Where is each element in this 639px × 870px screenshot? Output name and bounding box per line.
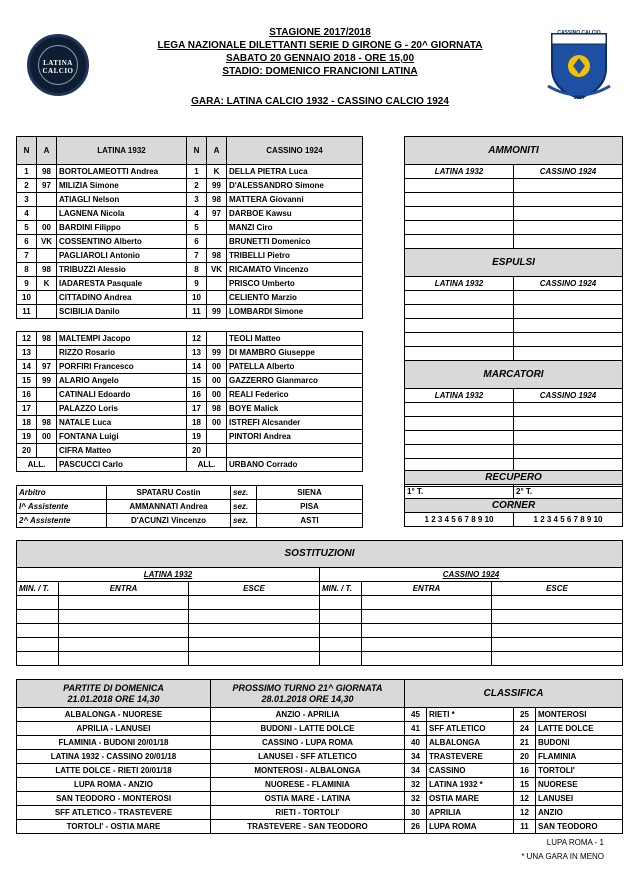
recupero-second-half: 2° T. xyxy=(514,485,623,499)
away-number: 7 xyxy=(187,249,207,263)
home-player: BARDINI Filippo xyxy=(57,221,187,235)
standings-note-game-in-hand: * UNA GARA IN MENO xyxy=(521,852,604,861)
away-number: 19 xyxy=(187,430,207,444)
away-player: LOMBARDI Simone xyxy=(227,305,363,319)
official-role: Arbitro xyxy=(17,486,107,500)
home-birth-year xyxy=(37,249,57,263)
away-birth-year xyxy=(207,235,227,249)
standing-points: 45 xyxy=(405,708,427,722)
next-round-match: CASSINO - LUPA ROMA xyxy=(211,736,405,750)
standing-team: LANUSEI xyxy=(536,792,623,806)
away-player: DI MAMBRO Giuseppe xyxy=(227,346,363,360)
bottom-row xyxy=(17,820,623,834)
player-row xyxy=(17,277,363,291)
away-birth-year: 98 xyxy=(207,402,227,416)
standing-points: 24 xyxy=(514,722,536,736)
standing-team: CASSINO xyxy=(427,764,514,778)
official-role: I^ Assistente xyxy=(17,500,107,514)
player-row xyxy=(17,249,363,263)
home-birth-year: 98 xyxy=(37,165,57,179)
stadium-line: STADIO: DOMENICO FRANCIONI LATINA xyxy=(222,66,418,77)
away-number: 2 xyxy=(187,179,207,193)
away-player: D'ALESSANDRO Simone xyxy=(227,179,363,193)
home-birth-year xyxy=(37,346,57,360)
match-title: GARA: LATINA CALCIO 1932 - CASSINO CALCIO 1924 xyxy=(191,96,449,107)
home-player: IADARESTA Pasquale xyxy=(57,277,187,291)
official-section-label: sez. xyxy=(231,486,257,500)
official-section: SIENA xyxy=(257,486,363,500)
home-number: 6 xyxy=(17,235,37,249)
standing-points: 16 xyxy=(514,764,536,778)
bottom-table xyxy=(16,679,623,834)
home-player: SCIBILIA Danilo xyxy=(57,305,187,319)
sunday-match: LATTE DOLCE - RIETI 20/01/18 xyxy=(17,764,211,778)
player-row xyxy=(17,388,363,402)
official-row xyxy=(17,514,363,528)
marcatori-title: MARCATORI xyxy=(405,361,623,389)
home-player: BORTOLAMEOTTI Andrea xyxy=(57,165,187,179)
subs-entra-home: ENTRA xyxy=(59,582,189,596)
official-role: 2^ Assistente xyxy=(17,514,107,528)
col-a-home: A xyxy=(37,137,57,165)
away-birth-year: 97 xyxy=(207,207,227,221)
home-birth-year xyxy=(37,193,57,207)
standing-points: 34 xyxy=(405,750,427,764)
date-line: SABATO 20 GENNAIO 2018 - ORE 15,00 xyxy=(225,53,415,64)
standing-points: 15 xyxy=(514,778,536,792)
next-round-match: ANZIO - APRILIA xyxy=(211,708,405,722)
starters-table xyxy=(16,136,363,319)
recupero-title: RECUPERO xyxy=(405,471,623,485)
col-n-away: N xyxy=(187,137,207,165)
logo-left-text: LATINA CALCIO xyxy=(42,59,74,75)
standings-note-penalty: LUPA ROMA - 1 xyxy=(546,838,604,847)
officials-table xyxy=(16,485,363,528)
home-number: 14 xyxy=(17,360,37,374)
team-home-header: LATINA 1932 xyxy=(57,137,187,165)
logo-right-year: 1924 xyxy=(573,95,585,101)
home-birth-year: 98 xyxy=(37,332,57,346)
next-round-subtitle: 28.01.2018 ORE 14,30 xyxy=(261,693,354,704)
home-birth-year xyxy=(37,402,57,416)
bottom-row xyxy=(17,764,623,778)
official-name: D'ACUNZI Vincenzo xyxy=(107,514,231,528)
player-row xyxy=(17,430,363,444)
away-number: 12 xyxy=(187,332,207,346)
player-row xyxy=(17,179,363,193)
standing-team: TORTOLI' xyxy=(536,764,623,778)
standing-points: 32 xyxy=(405,792,427,806)
sunday-match: APRILIA - LANUSEI xyxy=(17,722,211,736)
team-away-header: CASSINO 1924 xyxy=(227,137,363,165)
home-number: 15 xyxy=(17,374,37,388)
home-birth-year: VK xyxy=(37,235,57,249)
subs-team-away: CASSINO 1924 xyxy=(320,568,623,582)
away-player: MATTERA Giovanni xyxy=(227,193,363,207)
sunday-header xyxy=(17,680,211,708)
player-row xyxy=(17,165,363,179)
standing-team: FLAMINIA xyxy=(536,750,623,764)
standing-team: BUDONI xyxy=(536,736,623,750)
home-number: 8 xyxy=(17,263,37,277)
home-number: 20 xyxy=(17,444,37,458)
home-player: NATALE Luca xyxy=(57,416,187,430)
away-player: PRISCO Umberto xyxy=(227,277,363,291)
bottom-row xyxy=(17,708,623,722)
ammoniti-table xyxy=(404,136,623,249)
away-player: GAZZERRO Gianmarco xyxy=(227,374,363,388)
coach-home: PASCUCCI Carlo xyxy=(57,458,187,472)
home-number: 1 xyxy=(17,165,37,179)
away-birth-year xyxy=(207,277,227,291)
away-number: 18 xyxy=(187,416,207,430)
away-number: 5 xyxy=(187,221,207,235)
home-number: 16 xyxy=(17,388,37,402)
home-player: FONTANA Luigi xyxy=(57,430,187,444)
official-section-label: sez. xyxy=(231,514,257,528)
away-number: 8 xyxy=(187,263,207,277)
home-birth-year: 97 xyxy=(37,179,57,193)
cassino-calcio-logo xyxy=(546,28,612,102)
away-birth-year: 00 xyxy=(207,416,227,430)
away-birth-year: 98 xyxy=(207,249,227,263)
away-player: PINTORI Andrea xyxy=(227,430,363,444)
official-name: SPATARU Costin xyxy=(107,486,231,500)
home-birth-year xyxy=(37,291,57,305)
home-birth-year xyxy=(37,444,57,458)
player-row xyxy=(17,291,363,305)
away-birth-year: 00 xyxy=(207,388,227,402)
sunday-subtitle: 21.01.2018 ORE 14,30 xyxy=(67,693,160,704)
standing-points: 12 xyxy=(514,792,536,806)
standing-points: 25 xyxy=(514,708,536,722)
official-section-label: sez. xyxy=(231,500,257,514)
col-a-away: A xyxy=(207,137,227,165)
marcatori-away: CASSINO 1924 xyxy=(514,389,623,403)
standing-team: ALBALONGA xyxy=(427,736,514,750)
standing-team: TRASTEVERE xyxy=(427,750,514,764)
home-number: 3 xyxy=(17,193,37,207)
standing-points: 12 xyxy=(514,806,536,820)
standing-points: 26 xyxy=(405,820,427,834)
corner-home-numbers: 1 2 3 4 5 6 7 8 9 10 xyxy=(405,513,514,527)
player-row xyxy=(17,374,363,388)
away-birth-year xyxy=(207,291,227,305)
away-number: 14 xyxy=(187,360,207,374)
away-number: 17 xyxy=(187,402,207,416)
home-birth-year: K xyxy=(37,277,57,291)
official-row xyxy=(17,500,363,514)
away-player: BRUNETTI Domenico xyxy=(227,235,363,249)
recupero-first-half: 1° T. xyxy=(405,485,514,499)
away-number: 10 xyxy=(187,291,207,305)
player-row xyxy=(17,305,363,319)
next-round-match: BUDONI - LATTE DOLCE xyxy=(211,722,405,736)
sunday-match: LATINA 1932 - CASSINO 20/01/18 xyxy=(17,750,211,764)
home-player: RIZZO Rosario xyxy=(57,346,187,360)
player-row xyxy=(17,263,363,277)
standing-team: SFF ATLETICO xyxy=(427,722,514,736)
sunday-match: TORTOLI' - OSTIA MARE xyxy=(17,820,211,834)
ammoniti-home: LATINA 1932 xyxy=(405,165,514,179)
standing-points: 41 xyxy=(405,722,427,736)
sunday-match: ALBALONGA - NUORESE xyxy=(17,708,211,722)
home-number: 19 xyxy=(17,430,37,444)
season-line: STAGIONE 2017/2018 xyxy=(269,27,371,38)
away-player: MANZI Ciro xyxy=(227,221,363,235)
standing-team: LATINA 1932 * xyxy=(427,778,514,792)
subs-min-home: MIN. / T. xyxy=(17,582,59,596)
player-row xyxy=(17,360,363,374)
bottom-row xyxy=(17,722,623,736)
next-round-match: NUORESE - FLAMINIA xyxy=(211,778,405,792)
classifica-title: CLASSIFICA xyxy=(405,680,623,708)
away-birth-year xyxy=(207,332,227,346)
home-player: TRIBUZZI Alessio xyxy=(57,263,187,277)
away-player: PATELLA Alberto xyxy=(227,360,363,374)
next-round-title: PROSSIMO TURNO 21^ GIORNATA xyxy=(232,682,383,693)
subs-esce-home: ESCE xyxy=(189,582,320,596)
standing-points: 21 xyxy=(514,736,536,750)
home-birth-year: 98 xyxy=(37,263,57,277)
home-number: 10 xyxy=(17,291,37,305)
home-player: PAGLIAROLI Antonio xyxy=(57,249,187,263)
away-number: 3 xyxy=(187,193,207,207)
home-number: 13 xyxy=(17,346,37,360)
standing-team: SAN TEODORO xyxy=(536,820,623,834)
home-player: PORFIRI Francesco xyxy=(57,360,187,374)
marcatori-home: LATINA 1932 xyxy=(405,389,514,403)
substitutions-table xyxy=(16,540,623,666)
standing-team: OSTIA MARE xyxy=(427,792,514,806)
away-birth-year: 99 xyxy=(207,305,227,319)
standing-points: 34 xyxy=(405,764,427,778)
sunday-match: SFF ATLETICO - TRASTEVERE xyxy=(17,806,211,820)
away-birth-year xyxy=(207,221,227,235)
away-player: ISTREFI Alcsander xyxy=(227,416,363,430)
home-birth-year: 99 xyxy=(37,374,57,388)
player-row xyxy=(17,346,363,360)
official-section: ASTI xyxy=(257,514,363,528)
sunday-match: LUPA ROMA - ANZIO xyxy=(17,778,211,792)
espulsi-table xyxy=(404,248,623,361)
next-round-match: TRASTEVERE - SAN TEODORO xyxy=(211,820,405,834)
standing-team: APRILIA xyxy=(427,806,514,820)
coach-label-home: ALL. xyxy=(17,458,57,472)
home-birth-year xyxy=(37,388,57,402)
player-row xyxy=(17,193,363,207)
away-number: 15 xyxy=(187,374,207,388)
standing-team: RIETI * xyxy=(427,708,514,722)
espulsi-away: CASSINO 1924 xyxy=(514,277,623,291)
player-row xyxy=(17,402,363,416)
home-birth-year: 97 xyxy=(37,360,57,374)
away-birth-year: K xyxy=(207,165,227,179)
bottom-row xyxy=(17,778,623,792)
subs-esce-away: ESCE xyxy=(492,582,623,596)
player-row xyxy=(17,221,363,235)
away-player: TEOLI Matteo xyxy=(227,332,363,346)
substitutions-title: SOSTITUZIONI xyxy=(17,541,623,568)
home-birth-year: 00 xyxy=(37,430,57,444)
away-number: 6 xyxy=(187,235,207,249)
home-number: 11 xyxy=(17,305,37,319)
away-number: 13 xyxy=(187,346,207,360)
away-birth-year: 00 xyxy=(207,374,227,388)
home-number: 17 xyxy=(17,402,37,416)
subs-table xyxy=(16,331,363,472)
standing-points: 40 xyxy=(405,736,427,750)
away-player: RICAMATO Vincenzo xyxy=(227,263,363,277)
subs-entra-away: ENTRA xyxy=(362,582,492,596)
player-row xyxy=(17,207,363,221)
header-block xyxy=(100,26,540,78)
home-player: LAGNENA Nicola xyxy=(57,207,187,221)
official-row xyxy=(17,486,363,500)
away-player: TRIBELLI Pietro xyxy=(227,249,363,263)
corner-away-numbers: 1 2 3 4 5 6 7 8 9 10 xyxy=(514,513,623,527)
standing-points: 20 xyxy=(514,750,536,764)
home-number: 18 xyxy=(17,416,37,430)
standing-team: ANZIO xyxy=(536,806,623,820)
home-birth-year: 00 xyxy=(37,221,57,235)
home-number: 7 xyxy=(17,249,37,263)
away-number: 11 xyxy=(187,305,207,319)
away-player: CELIENTO Marzio xyxy=(227,291,363,305)
player-row xyxy=(17,444,363,458)
away-birth-year: 98 xyxy=(207,193,227,207)
away-player xyxy=(227,444,363,458)
sunday-match: SAN TEODORO - MONTEROSI xyxy=(17,792,211,806)
next-round-match: RIETI - TORTOLI' xyxy=(211,806,405,820)
away-player: DELLA PIETRA Luca xyxy=(227,165,363,179)
col-n-home: N xyxy=(17,137,37,165)
away-number: 20 xyxy=(187,444,207,458)
standing-points: 32 xyxy=(405,778,427,792)
standing-team: NUORESE xyxy=(536,778,623,792)
player-row xyxy=(17,416,363,430)
next-round-match: LANUSEI - SFF ATLETICO xyxy=(211,750,405,764)
away-birth-year: VK xyxy=(207,263,227,277)
standing-team: LATTE DOLCE xyxy=(536,722,623,736)
away-number: 1 xyxy=(187,165,207,179)
bottom-row xyxy=(17,792,623,806)
home-number: 2 xyxy=(17,179,37,193)
home-player: ALARIO Angelo xyxy=(57,374,187,388)
away-player: DARBOE Kawsu xyxy=(227,207,363,221)
away-number: 16 xyxy=(187,388,207,402)
subs-team-home: LATINA 1932 xyxy=(17,568,320,582)
player-row xyxy=(17,332,363,346)
corner-title: CORNER xyxy=(405,499,623,513)
marcatori-table xyxy=(404,360,623,487)
home-birth-year xyxy=(37,305,57,319)
bottom-row xyxy=(17,736,623,750)
latina-calcio-logo xyxy=(27,34,89,96)
home-number: 4 xyxy=(17,207,37,221)
home-player: CITTADINO Andrea xyxy=(57,291,187,305)
home-player: COSSENTINO Alberto xyxy=(57,235,187,249)
home-birth-year xyxy=(37,207,57,221)
home-player: CIFRA Matteo xyxy=(57,444,187,458)
sunday-title: PARTITE DI DOMENICA xyxy=(63,682,164,693)
league-line: LEGA NAZIONALE DILETTANTI SERIE D GIRONE G - 20^ GIORNATA xyxy=(157,40,483,51)
next-round-header xyxy=(211,680,405,708)
home-player: PALAZZO Loris xyxy=(57,402,187,416)
home-player: CATINALI Edoardo xyxy=(57,388,187,402)
home-player: ATIAGLI Nelson xyxy=(57,193,187,207)
bottom-row xyxy=(17,806,623,820)
coach-away: URBANO Corrado xyxy=(227,458,363,472)
logo-right-text: CASSINO CALCIO xyxy=(557,30,601,36)
away-birth-year: 99 xyxy=(207,346,227,360)
ammoniti-title: AMMONITI xyxy=(405,137,623,165)
away-birth-year: 00 xyxy=(207,360,227,374)
espulsi-home: LATINA 1932 xyxy=(405,277,514,291)
home-player: MILIZIA Simone xyxy=(57,179,187,193)
standing-team: LUPA ROMA xyxy=(427,820,514,834)
standing-team: MONTEROSI xyxy=(536,708,623,722)
player-row xyxy=(17,235,363,249)
coach-label-away: ALL. xyxy=(187,458,227,472)
home-player: MALTEMPI Jacopo xyxy=(57,332,187,346)
next-round-match: MONTEROSI - ALBALONGA xyxy=(211,764,405,778)
ammoniti-away: CASSINO 1924 xyxy=(514,165,623,179)
home-number: 9 xyxy=(17,277,37,291)
bottom-row xyxy=(17,750,623,764)
sunday-match: FLAMINIA - BUDONI 20/01/18 xyxy=(17,736,211,750)
official-name: AMMANNATI Andrea xyxy=(107,500,231,514)
away-birth-year: 99 xyxy=(207,179,227,193)
standing-points: 11 xyxy=(514,820,536,834)
away-player: BOYE Malick xyxy=(227,402,363,416)
home-number: 12 xyxy=(17,332,37,346)
subs-min-away: MIN. / T. xyxy=(320,582,362,596)
away-player: REALI Federico xyxy=(227,388,363,402)
away-number: 4 xyxy=(187,207,207,221)
standing-points: 30 xyxy=(405,806,427,820)
official-section: PISA xyxy=(257,500,363,514)
away-birth-year xyxy=(207,430,227,444)
espulsi-title: ESPULSI xyxy=(405,249,623,277)
away-number: 9 xyxy=(187,277,207,291)
recupero-corner-table xyxy=(404,470,623,527)
next-round-match: OSTIA MARE - LATINA xyxy=(211,792,405,806)
home-birth-year: 98 xyxy=(37,416,57,430)
home-number: 5 xyxy=(17,221,37,235)
away-birth-year xyxy=(207,444,227,458)
